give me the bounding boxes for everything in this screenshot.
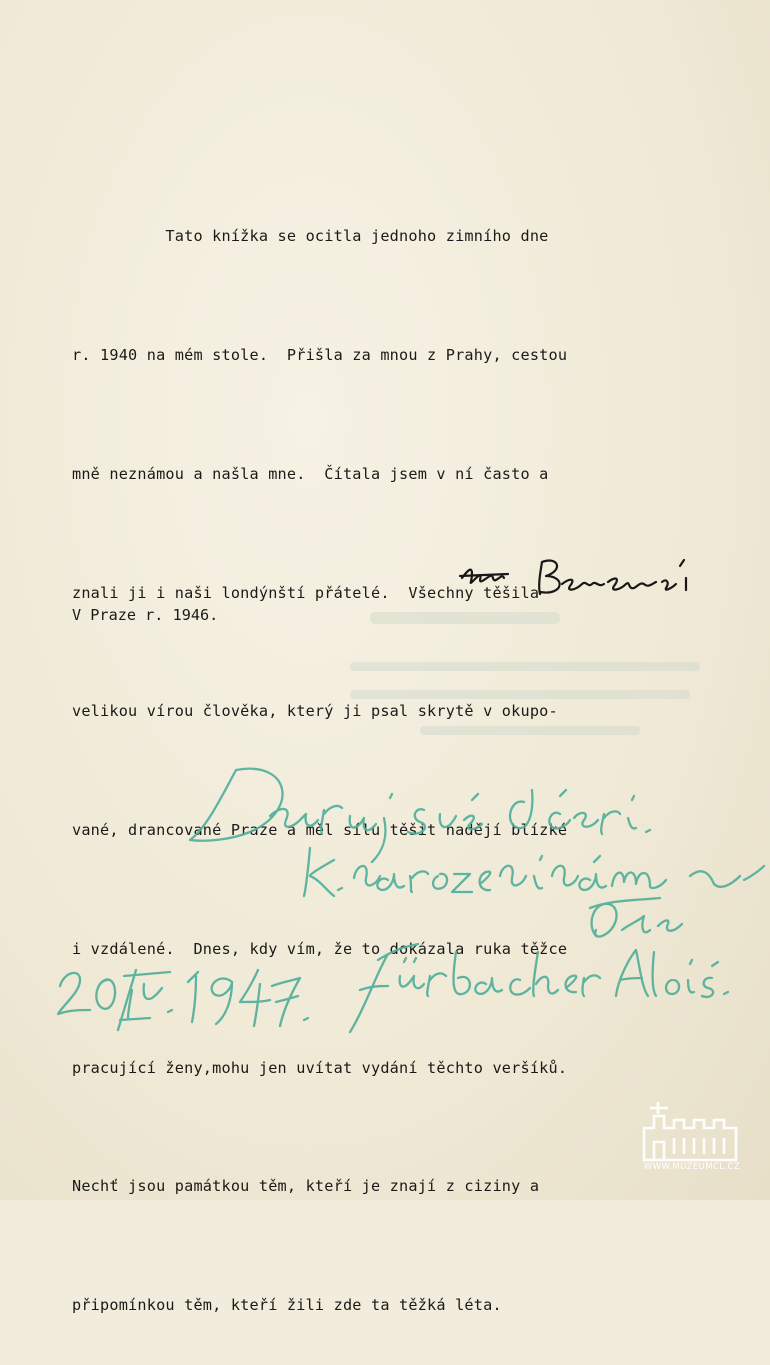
letter-line: připomínkou těm, kteří žili zde ta těžká léta. [72,1296,502,1315]
place-and-date: V Praze r. 1946. [72,606,219,624]
letter-line: vané, drancované Praze a měl sílu těšit nadějí blízké [72,821,568,840]
handwritten-dedication [0,740,770,1060]
letter-line: Nechť jsou památkou těm, kteří je znají z ciziny a [72,1177,540,1196]
museum-logo-watermark [640,1098,740,1170]
letter-line: znali ji i naši londýnští přátelé. Všechny těšila [72,583,540,602]
letter-line: velikou vírou člověka, který ji psal skrytě v okupo- [72,702,558,721]
letter-line: i vzdálené. Dnes, kdy vím, že to dokázala ruka těžce [72,939,568,958]
letter-line: mně neznámou a našla mne. Čítala jsem v ní často a [72,464,549,483]
handwritten-signature [458,548,708,608]
letter-line: Tato knížka se ocitla jednoho zimního dne [72,227,549,246]
letter-line: pracující ženy,mohu jen uvítat vydání těchto veršíků. [72,1058,568,1077]
museum-url: WWW.MUZEUMCL.CZ [643,1162,741,1172]
letter-line: r. 1940 na mém stole. Přišla za mnou z Prahy, cestou [72,345,568,364]
